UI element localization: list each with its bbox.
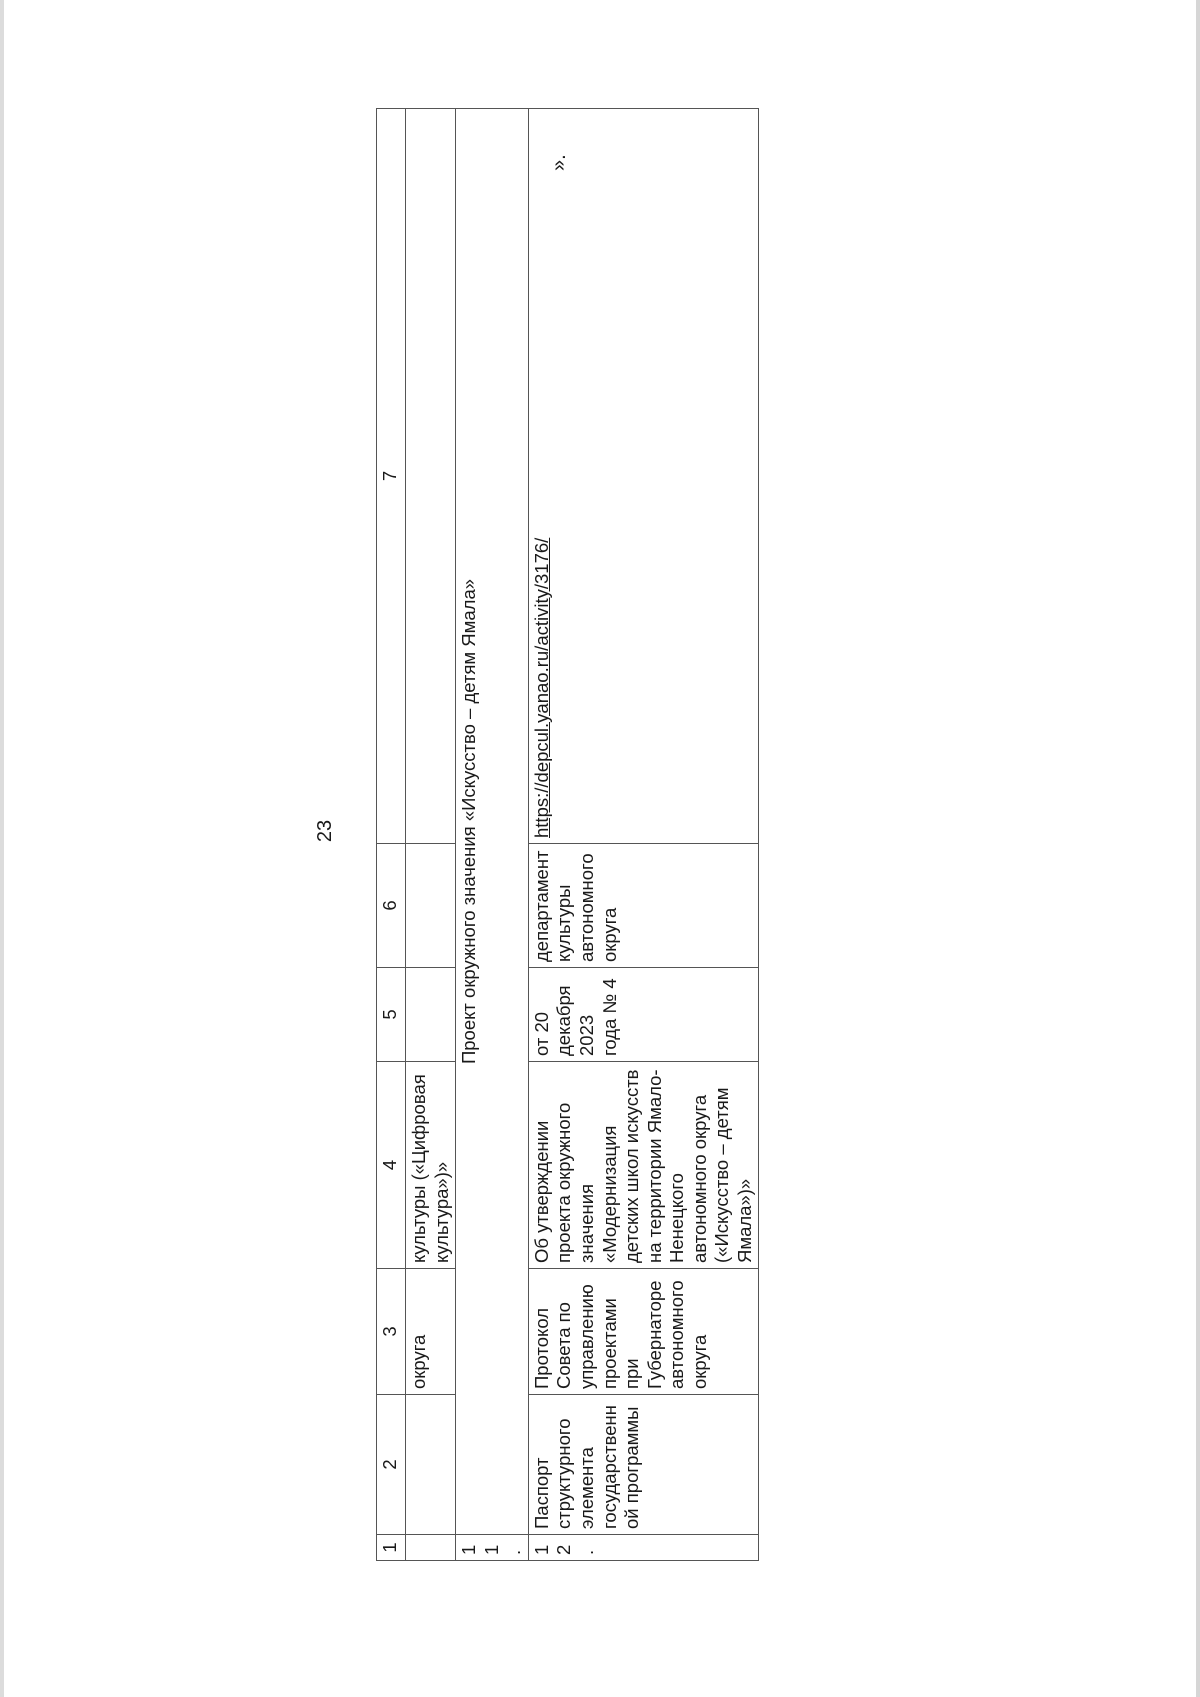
cell-document-name: Об утверждении проекта окружного значения «Модернизация детских школ искусств на территории Ямало-Ненецкого автономного округа («Искусство – детям Ямала»)»	[528, 1062, 759, 1269]
table-row-continuation	[406, 109, 456, 1561]
cell-document-name: культуры («Цифровая культура»)»	[406, 1062, 456, 1269]
cell-section-title: Проект окружного значения «Искусство – детям Ямала»	[456, 109, 529, 1535]
cell-link	[528, 109, 759, 844]
header-cell-1: 1	[377, 1535, 406, 1561]
cell-document-type: Паспорт структурного элемента государственной программы	[528, 1395, 759, 1535]
scan-edge-left	[0, 0, 4, 1697]
cell-number: 12.	[528, 1535, 759, 1561]
header-cell-3: 3	[377, 1269, 406, 1395]
scan-edge-right	[1196, 0, 1200, 1697]
cell-approving-body: Протокол Совета по управлению проектами при Губернаторе автономного округа	[528, 1269, 759, 1395]
header-cell-7: 7	[377, 109, 406, 844]
header-cell-4: 4	[377, 1062, 406, 1269]
table-header-row	[377, 109, 406, 1561]
cell-date-number	[406, 968, 456, 1062]
cell-approving-body: округа	[406, 1269, 456, 1395]
cell-document-type	[406, 1395, 456, 1535]
rotated-content	[202, 109, 755, 1561]
table-row	[528, 109, 759, 1561]
page-number: 23	[314, 819, 336, 843]
registry-table	[376, 108, 759, 1561]
cell-date-number: от 20 декабря 2023 года № 4	[528, 968, 759, 1062]
cell-responsible: департамент культуры автономного округа	[528, 844, 759, 968]
cell-responsible	[406, 844, 456, 968]
cell-link	[406, 109, 456, 844]
header-cell-6: 6	[377, 844, 406, 968]
header-cell-5: 5	[377, 968, 406, 1062]
closing-quote-mark: ».	[548, 154, 570, 171]
cell-number	[406, 1535, 456, 1561]
header-cell-2: 2	[377, 1395, 406, 1535]
table-row-section	[456, 109, 529, 1561]
cell-section-number: 11.	[456, 1535, 529, 1561]
document-link[interactable]: https://depcul.yanao.ru/activity/3176/	[530, 537, 552, 838]
